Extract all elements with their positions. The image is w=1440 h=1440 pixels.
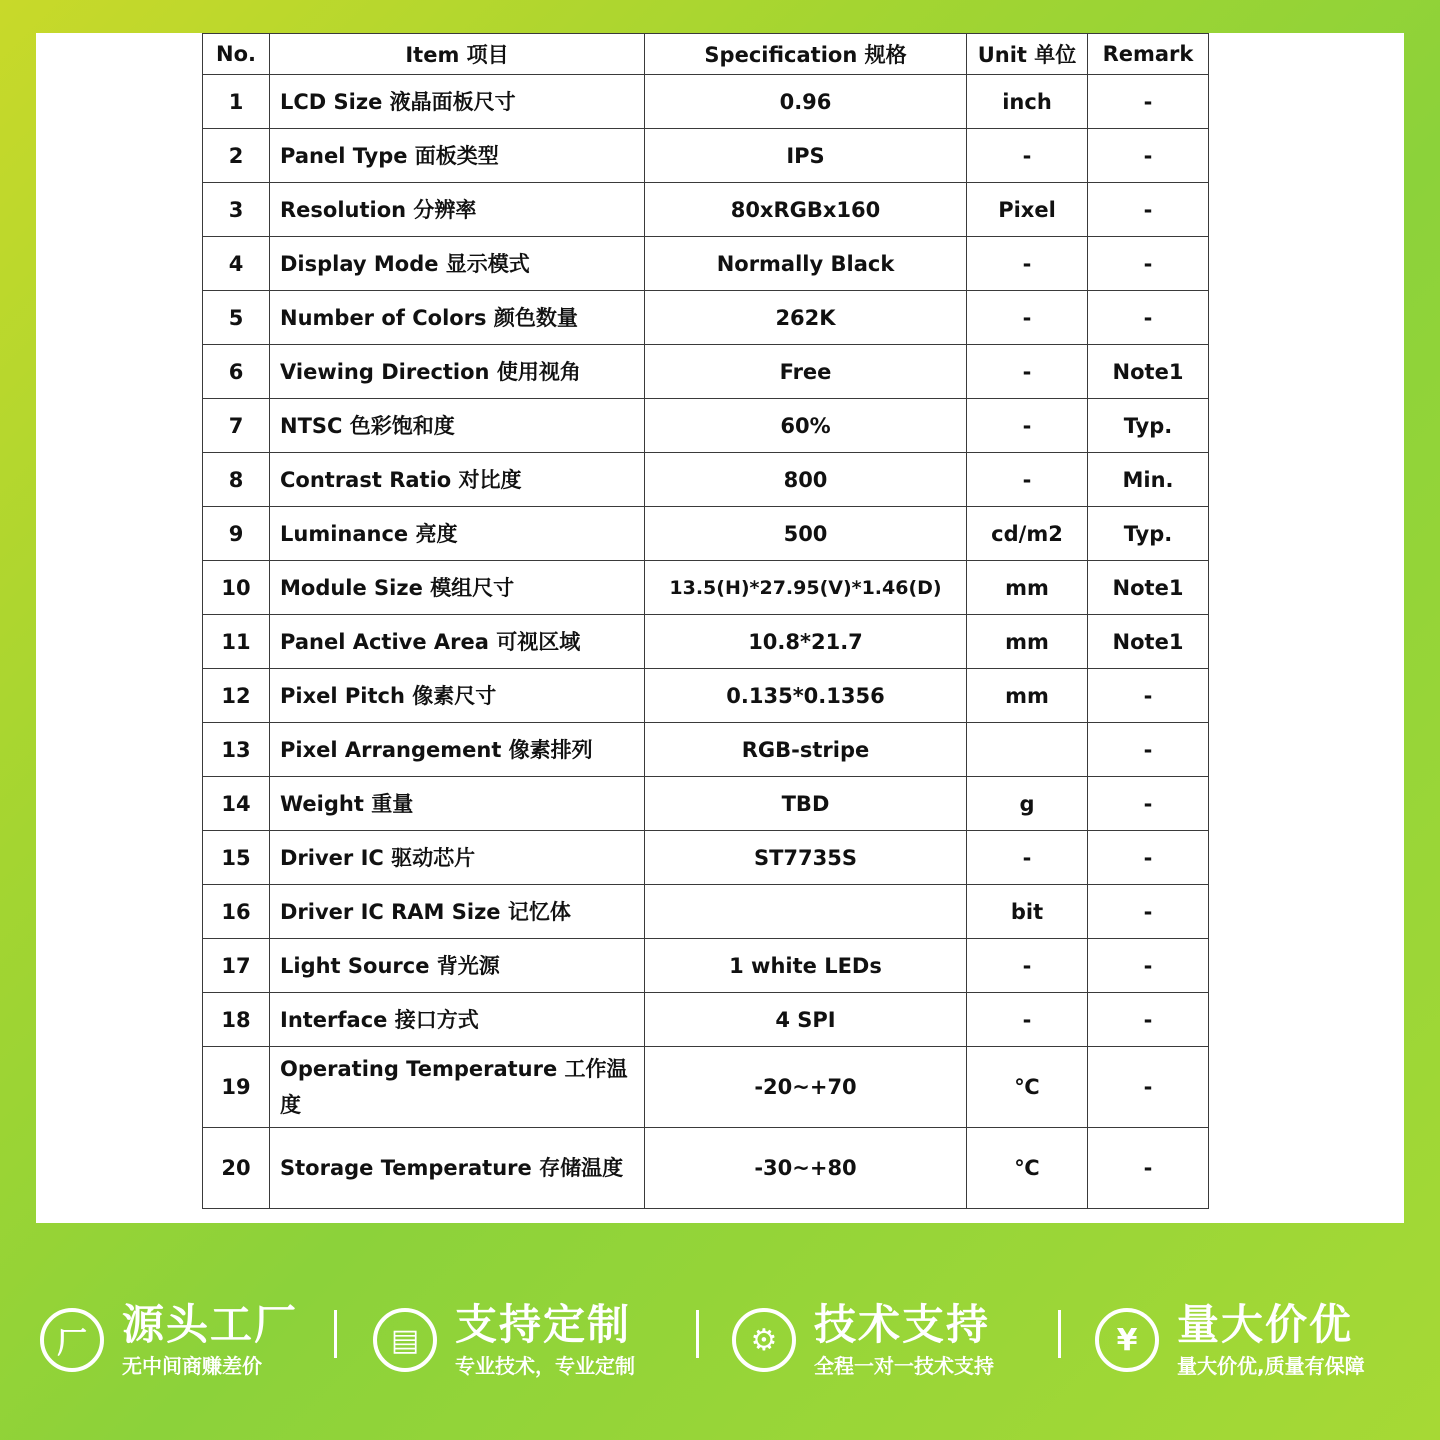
feature-bulk-price [1095,1290,1365,1390]
feature-subtitle: 量大价优,质量有保障 [1177,1354,1365,1378]
cell-no: 3 [203,183,270,237]
cell-remark: - [1088,885,1209,939]
cell-spec: 800 [645,453,967,507]
cell-unit: ℃ [967,1047,1088,1128]
cell-unit: - [967,831,1088,885]
cell-remark: - [1088,183,1209,237]
cell-item: Weight 重量 [270,777,645,831]
table-row [203,831,1209,885]
cell-no: 4 [203,237,270,291]
cell-no: 10 [203,561,270,615]
cell-unit: bit [967,885,1088,939]
cell-item: Light Source 背光源 [270,939,645,993]
table-row [203,777,1209,831]
spec-table [202,33,1209,1209]
cell-item: Driver IC RAM Size 记忆体 [270,885,645,939]
cell-spec: 60% [645,399,967,453]
cell-spec: -20~+70 [645,1047,967,1128]
cell-item: Contrast Ratio 对比度 [270,453,645,507]
feature-source-factory [40,1290,298,1390]
cell-item: Panel Active Area 可视区域 [270,615,645,669]
gear-icon: ⚙ [732,1308,796,1372]
cell-remark: - [1088,723,1209,777]
cell-no: 2 [203,129,270,183]
cell-no: 15 [203,831,270,885]
cell-spec: 4 SPI [645,993,967,1047]
cell-item: Storage Temperature 存储温度 [270,1128,645,1209]
cell-remark: - [1088,75,1209,129]
feature-subtitle: 无中间商赚差价 [122,1354,262,1378]
cell-unit: - [967,993,1088,1047]
divider [334,1310,337,1358]
cell-unit: ℃ [967,1128,1088,1209]
cell-spec: 13.5(H)*27.95(V)*1.46(D) [645,561,967,615]
table-header-row [203,34,1209,75]
cell-item: Resolution 分辨率 [270,183,645,237]
feature-title: 量大价优 [1177,1300,1354,1349]
cell-item: Number of Colors 颜色数量 [270,291,645,345]
divider [696,1310,699,1358]
cell-spec: ST7735S [645,831,967,885]
cell-unit: - [967,237,1088,291]
feature-bar [0,1265,1440,1415]
cell-no: 19 [203,1047,270,1128]
feature-subtitle: 专业技术，专业定制 [455,1354,635,1378]
cell-no: 8 [203,453,270,507]
cell-item: Pixel Pitch 像素尺寸 [270,669,645,723]
cell-unit: - [967,291,1088,345]
cell-spec: 0.96 [645,75,967,129]
cell-unit: - [967,453,1088,507]
cell-unit: - [967,399,1088,453]
cell-spec: -30~+80 [645,1128,967,1209]
cell-item: LCD Size 液晶面板尺寸 [270,75,645,129]
spec-sheet [36,33,1404,1223]
table-row [203,1128,1209,1209]
cell-spec: 0.135*0.1356 [645,669,967,723]
header-unit: Unit 单位 [967,34,1088,75]
cell-unit: cd/m2 [967,507,1088,561]
table-row [203,561,1209,615]
cell-no: 1 [203,75,270,129]
cell-remark: - [1088,831,1209,885]
cell-spec [645,885,967,939]
cell-item: Module Size 模组尺寸 [270,561,645,615]
cell-remark: Note1 [1088,561,1209,615]
table-row [203,669,1209,723]
feature-title: 技术支持 [814,1300,991,1349]
table-row [203,129,1209,183]
cell-unit: mm [967,561,1088,615]
header-spec: Specification 规格 [645,34,967,75]
cell-item: Panel Type 面板类型 [270,129,645,183]
table-row [203,237,1209,291]
table-row [203,345,1209,399]
feature-title: 源头工厂 [122,1300,299,1349]
cell-no: 18 [203,993,270,1047]
table-row [203,507,1209,561]
cell-spec: Normally Black [645,237,967,291]
cell-no: 20 [203,1128,270,1209]
table-row [203,453,1209,507]
cell-remark: - [1088,1047,1209,1128]
cell-spec: IPS [645,129,967,183]
cell-spec: TBD [645,777,967,831]
cell-unit: - [967,939,1088,993]
divider [1058,1310,1061,1358]
cell-item: Viewing Direction 使用视角 [270,345,645,399]
cell-unit: inch [967,75,1088,129]
feature-customization [373,1290,635,1390]
cell-remark: - [1088,237,1209,291]
feature-subtitle: 全程一对一技术支持 [814,1354,994,1378]
coins-icon: ¥ [1095,1308,1159,1372]
cell-unit: - [967,345,1088,399]
table-row [203,723,1209,777]
cell-spec: Free [645,345,967,399]
cell-remark: Note1 [1088,345,1209,399]
cell-unit: mm [967,615,1088,669]
cell-item: Operating Temperature 工作温度 [270,1047,645,1128]
cell-spec: 1 white LEDs [645,939,967,993]
cell-no: 6 [203,345,270,399]
table-row [203,75,1209,129]
cell-no: 14 [203,777,270,831]
cell-no: 7 [203,399,270,453]
cell-remark: - [1088,1128,1209,1209]
cell-remark: - [1088,129,1209,183]
cell-no: 16 [203,885,270,939]
cell-unit: - [967,129,1088,183]
cell-remark: - [1088,291,1209,345]
cell-remark: - [1088,939,1209,993]
cell-remark: - [1088,993,1209,1047]
cell-spec: 262K [645,291,967,345]
cell-unit [967,723,1088,777]
table-row [203,291,1209,345]
cell-no: 12 [203,669,270,723]
cell-no: 9 [203,507,270,561]
table-row [203,183,1209,237]
cell-unit: Pixel [967,183,1088,237]
header-item: Item 项目 [270,34,645,75]
cell-no: 11 [203,615,270,669]
customize-icon: ▤ [373,1308,437,1372]
cell-item: Driver IC 驱动芯片 [270,831,645,885]
table-row [203,615,1209,669]
cell-no: 13 [203,723,270,777]
cell-item: NTSC 色彩饱和度 [270,399,645,453]
cell-item: Interface 接口方式 [270,993,645,1047]
cell-item: Luminance 亮度 [270,507,645,561]
cell-remark: - [1088,669,1209,723]
cell-remark: - [1088,777,1209,831]
cell-unit: mm [967,669,1088,723]
table-row [203,993,1209,1047]
header-no: No. [203,34,270,75]
table-row [203,1047,1209,1128]
cell-no: 17 [203,939,270,993]
flame-factory-icon: 厂 [40,1308,104,1372]
cell-spec: 80xRGBx160 [645,183,967,237]
cell-remark: Typ. [1088,399,1209,453]
cell-unit: g [967,777,1088,831]
table-row [203,885,1209,939]
cell-spec: RGB-stripe [645,723,967,777]
table-row [203,939,1209,993]
cell-remark: Typ. [1088,507,1209,561]
feature-title: 支持定制 [455,1300,632,1349]
table-row [203,399,1209,453]
cell-item: Display Mode 显示模式 [270,237,645,291]
cell-remark: Note1 [1088,615,1209,669]
feature-tech-support [732,1290,994,1390]
cell-no: 5 [203,291,270,345]
cell-remark: Min. [1088,453,1209,507]
cell-spec: 10.8*21.7 [645,615,967,669]
header-remark: Remark [1088,34,1209,75]
cell-spec: 500 [645,507,967,561]
cell-item: Pixel Arrangement 像素排列 [270,723,645,777]
